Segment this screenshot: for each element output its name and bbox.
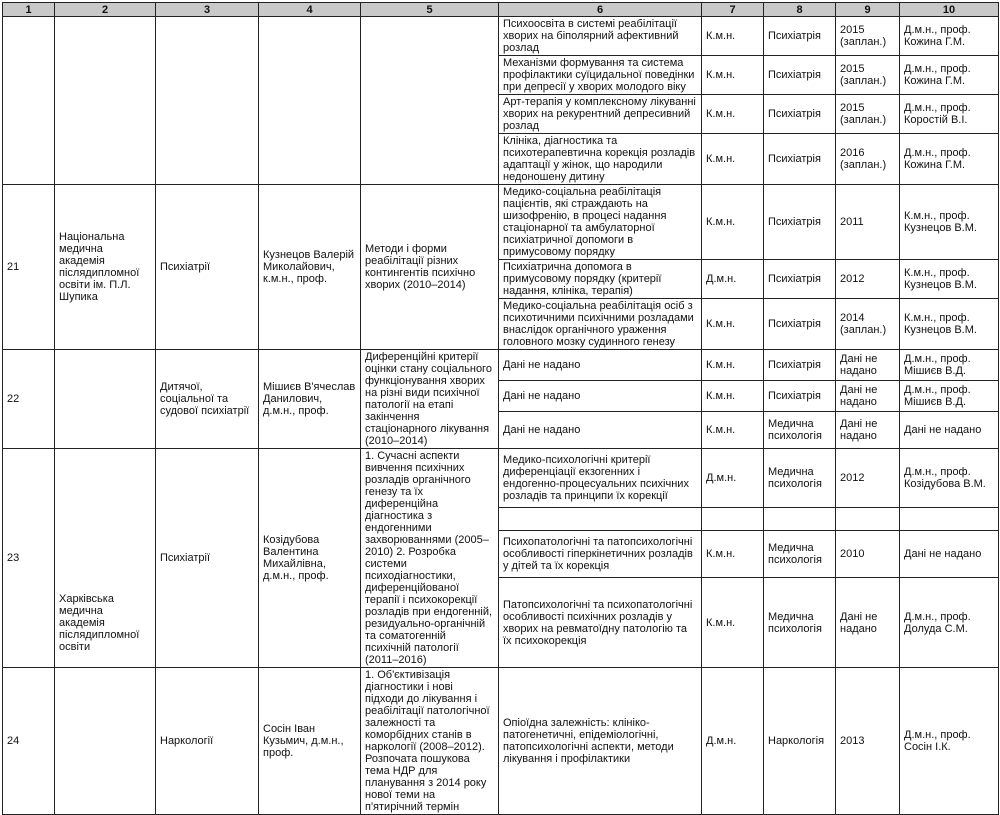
year: 2013 (836, 668, 900, 815)
specialty: Психіатрія (764, 299, 836, 350)
specialty: Психіатрія (764, 17, 836, 56)
research-table (2, 2, 999, 815)
supervisor: К.м.н., проф. Кузнецов В.М. (900, 299, 999, 350)
header-col-3: 3 (156, 3, 259, 17)
dissertation-topic: Психіатрична допомога в примусовому порядку (критерії надання, клініка, терапія) (499, 260, 702, 299)
supervisor: Д.м.н., проф. Мішиєв В.Д. (900, 381, 999, 412)
blank-number-cell (3, 17, 55, 185)
research-direction: Диференційні критерії оцінки стану соціального функціонування хворих на різні види психічної патології на етапі закінчення стаціонарного лікування (2010–2014) (361, 350, 499, 449)
supervisor: Д.м.н., проф. Козідубова В.М. (900, 449, 999, 508)
table-row (3, 668, 999, 815)
dissertation-topic: Дані не надано (499, 412, 702, 449)
blank-institution-cell (55, 17, 156, 185)
table-row (3, 449, 999, 508)
institution: Національна медична академія післядипломної освіти ім. П.Л. Шупика (55, 185, 156, 350)
table-row (3, 185, 999, 260)
header-col-7: 7 (702, 3, 764, 17)
header-row (3, 3, 999, 17)
degree: К.м.н. (702, 412, 764, 449)
degree: К.м.н. (702, 17, 764, 56)
department: Наркології (156, 668, 259, 815)
supervisor: Д.м.н., проф. Долуда С.М. (900, 578, 999, 668)
dissertation-topic: Опіоїдна залежність: клініко-патогенетичні, епідеміологічні, патопсихологічні аспекти, методи лікування і профілактики (499, 668, 702, 815)
year (836, 507, 900, 530)
dissertation-topic: Клініка, діагностика та психотерапевтична корекція розладів адаптації у жінок, що народили недоношену дитину (499, 134, 702, 185)
department: Дитячої, соціальної та судової психіатрії (156, 350, 259, 449)
supervisor: Дані не надано (900, 530, 999, 577)
header-col-2: 2 (55, 3, 156, 17)
specialty: Психіатрія (764, 185, 836, 260)
supervisor: К.м.н., проф. Кузнецов В.М. (900, 185, 999, 260)
row-number: 21 (3, 185, 55, 350)
department: Психіатрії (156, 449, 259, 668)
table-row (3, 350, 999, 381)
blank-institution-cell (55, 350, 156, 449)
dissertation-topic: Арт-терапія у комплексному лікуванні хворих на рекурентний депресивний розлад (499, 95, 702, 134)
degree (702, 507, 764, 530)
supervisor: Д.м.н., проф. Кожина Г.М. (900, 134, 999, 185)
year: Дані не надано (836, 578, 900, 668)
header-col-6: 6 (499, 3, 702, 17)
department-head: Сосін Іван Кузьмич, д.м.н., проф. (259, 668, 361, 815)
degree: Д.м.н. (702, 668, 764, 815)
dissertation-topic: Медико-психологічні критерії диференціації екзогенних і ендогенно-процесуальних психічних розладів та принципи їх корекції (499, 449, 702, 508)
research-direction: 1. Сучасні аспекти вивчення психічних розладів органічного генезу та їх диференційна діагностика з ендогенними захворюваннями (2005–2010) 2. Розробка системи психодіагностики, диференційованої терапії і психокорекції розладів при ендогенній, резидуально-органічній та соматогенній психічній патології (2011–2016) (361, 449, 499, 668)
year: 2016 (заплан.) (836, 134, 900, 185)
header-col-9: 9 (836, 3, 900, 17)
dissertation-topic: Дані не надано (499, 381, 702, 412)
year: 2011 (836, 185, 900, 260)
degree: К.м.н. (702, 350, 764, 381)
year: 2012 (836, 260, 900, 299)
year: 2015 (заплан.) (836, 56, 900, 95)
supervisor: Д.м.н., проф. Кожина Г.М. (900, 56, 999, 95)
specialty: Медична психологія (764, 530, 836, 577)
header-col-5: 5 (361, 3, 499, 17)
supervisor (900, 507, 999, 530)
year: Дані не надано (836, 381, 900, 412)
degree: К.м.н. (702, 95, 764, 134)
department-head: Кузнецов Валерій Миколайович, к.м.н., проф. (259, 185, 361, 350)
blank-department-cell (156, 17, 259, 185)
year: 2012 (836, 449, 900, 508)
specialty: Медична психологія (764, 412, 836, 449)
year: 2015 (заплан.) (836, 17, 900, 56)
year: 2015 (заплан.) (836, 95, 900, 134)
institution: Харківська медична академія післядипломної освіти (55, 449, 156, 668)
specialty: Наркологія (764, 668, 836, 815)
department: Психіатрії (156, 185, 259, 350)
supervisor: Дані не надано (900, 412, 999, 449)
degree: Д.м.н. (702, 260, 764, 299)
specialty: Психіатрія (764, 95, 836, 134)
header-col-1: 1 (3, 3, 55, 17)
degree: Д.м.н. (702, 449, 764, 508)
year: 2014 (заплан.) (836, 299, 900, 350)
dissertation-topic: Медико-соціальна реабілітація пацієнтів, які страждають на шизофренію, в процесі надання стаціонарної та амбулаторної психіатричної допомоги в примусовому порядку (499, 185, 702, 260)
blank-research-cell (361, 17, 499, 185)
degree: К.м.н. (702, 185, 764, 260)
year: Дані не надано (836, 350, 900, 381)
blank-institution-cell (55, 668, 156, 815)
specialty: Психіатрія (764, 134, 836, 185)
specialty: Психіатрія (764, 260, 836, 299)
specialty: Психіатрія (764, 56, 836, 95)
degree: К.м.н. (702, 578, 764, 668)
header-col-8: 8 (764, 3, 836, 17)
table-row (3, 17, 999, 56)
dissertation-topic: Патопсихологічні та психопатологічні особливості психічних розладів у хворих на ревматоїдну патологію та їх психокорекція (499, 578, 702, 668)
year: Дані не надано (836, 412, 900, 449)
supervisor: Д.м.н., проф. Кожина Г.М. (900, 17, 999, 56)
dissertation-topic: Психоосвіта в системі реабілітації хворих на біполярний афективний розлад (499, 17, 702, 56)
specialty: Медична психологія (764, 578, 836, 668)
header-col-10: 10 (900, 3, 999, 17)
row-number: 24 (3, 668, 55, 815)
degree: К.м.н. (702, 530, 764, 577)
degree: К.м.н. (702, 134, 764, 185)
supervisor: К.м.н., проф. Кузнецов В.М. (900, 260, 999, 299)
specialty: Психіатрія (764, 381, 836, 412)
dissertation-topic: Психопатологічні та патопсихологічні особливості гіперкінетичних розладів у дітей та їх корекція (499, 530, 702, 577)
degree: К.м.н. (702, 56, 764, 95)
supervisor: Д.м.н., проф. Коростій В.І. (900, 95, 999, 134)
department-head: Мішиєв В'ячеслав Данилович, д.м.н., проф. (259, 350, 361, 449)
specialty: Психіатрія (764, 350, 836, 381)
dissertation-topic: Механізми формування та система профілактики суїцидальної поведінки при депресії у хворих молодого віку (499, 56, 702, 95)
year: 2010 (836, 530, 900, 577)
degree: К.м.н. (702, 299, 764, 350)
dissertation-topic: Дані не надано (499, 350, 702, 381)
dissertation-topic (499, 507, 702, 530)
supervisor: Д.м.н., проф. Сосін І.К. (900, 668, 999, 815)
row-number: 22 (3, 350, 55, 449)
row-number: 23 (3, 449, 55, 668)
degree: К.м.н. (702, 381, 764, 412)
research-direction: Методи і форми реабілітації різних контингентів психічно хворих (2010–2014) (361, 185, 499, 350)
research-direction: 1. Об'єктивізація діагностики і нові підходи до лікування і реабілітації патологічної залежності та коморбідних станів в наркології (2008–2012). Розпочата пошукова тема НДР для планування з 2014 року нової теми на п'ятирічний термін (361, 668, 499, 815)
blank-head-cell (259, 17, 361, 185)
specialty: Медична психологія (764, 449, 836, 508)
specialty (764, 507, 836, 530)
department-head: Козідубова Валентина Михайлівна, д.м.н., проф. (259, 449, 361, 668)
supervisor: Д.м.н., проф. Мішиєв В.Д. (900, 350, 999, 381)
dissertation-topic: Медико-соціальна реабілітація осіб з психотичними психічними розладами внаслідок органічного ураження головного мозку судинного генезу (499, 299, 702, 350)
header-col-4: 4 (259, 3, 361, 17)
